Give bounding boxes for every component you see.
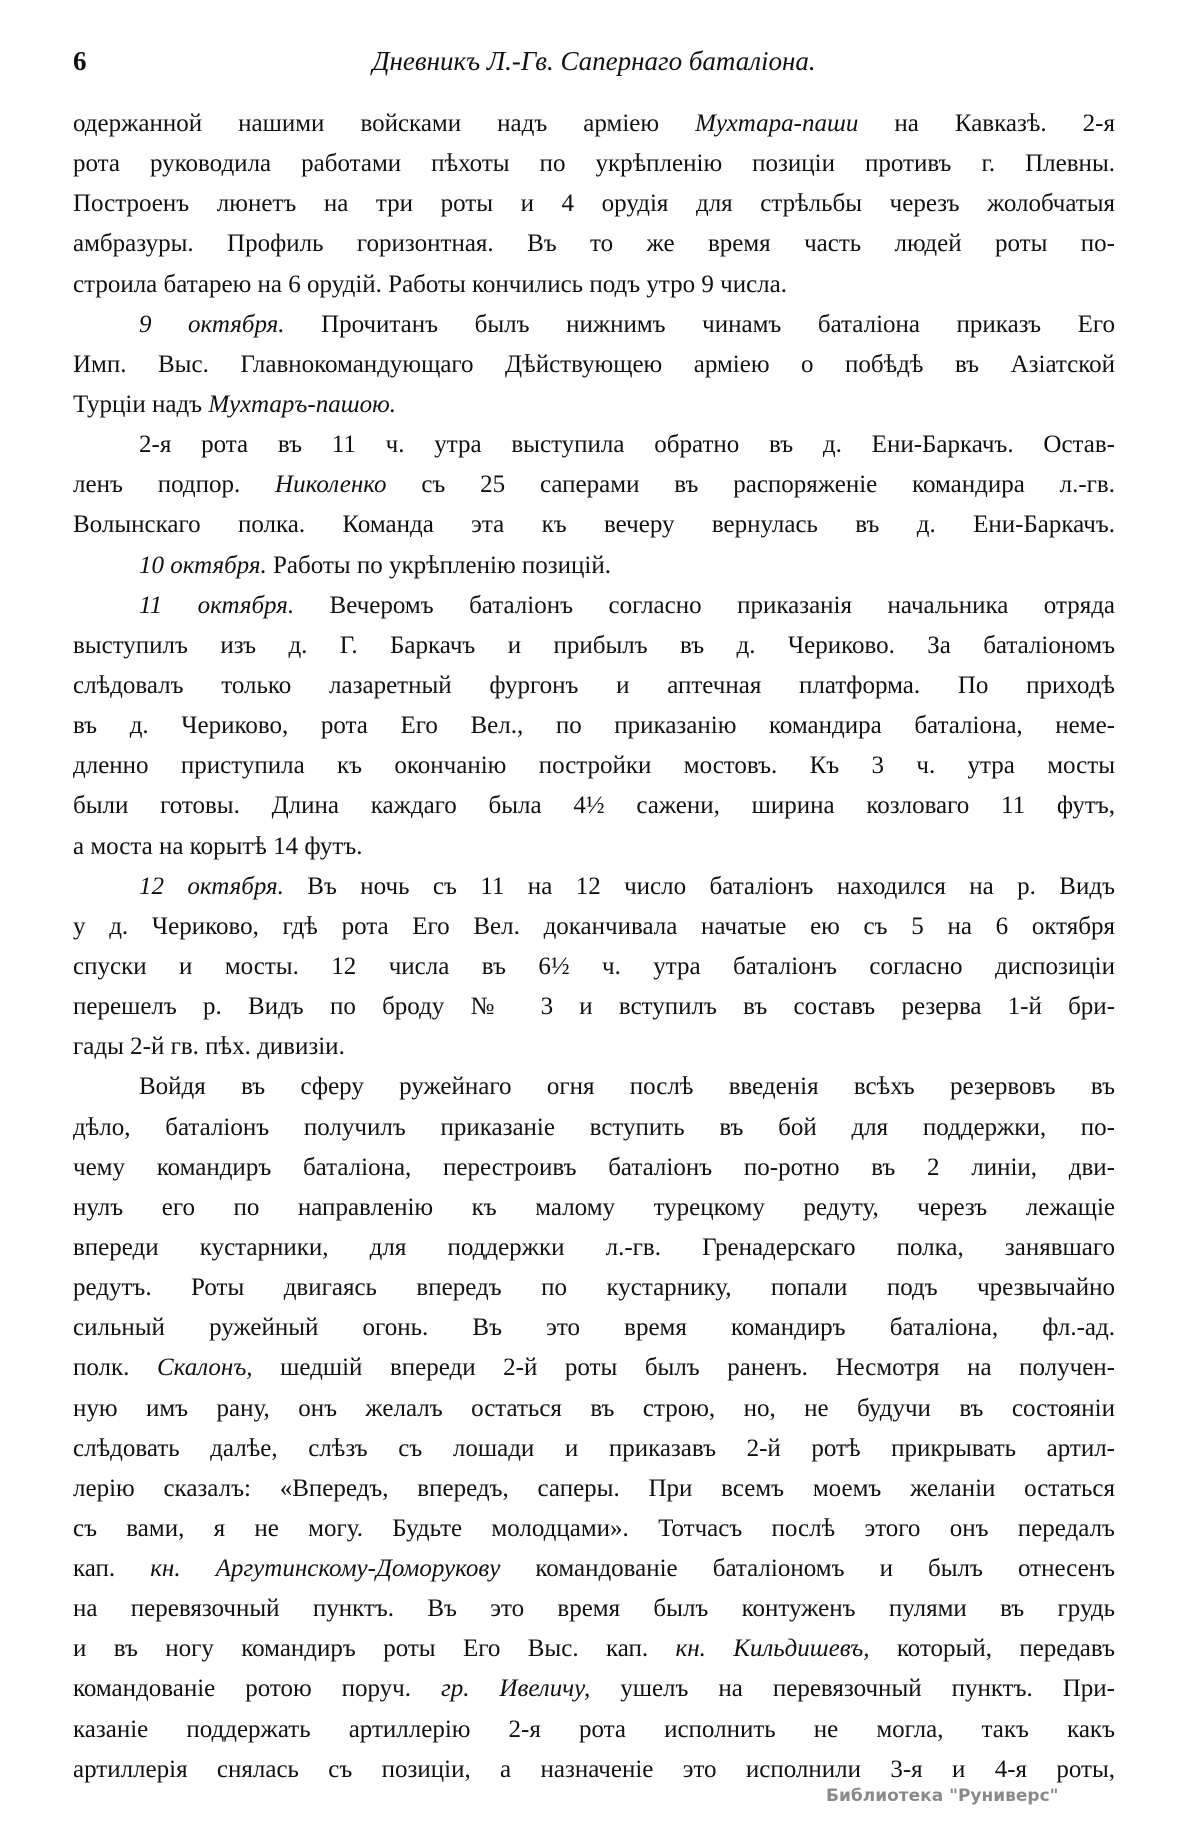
text-line — [73, 385, 1115, 425]
text-line — [73, 987, 1115, 1027]
text-segment: въ д. Чериково, рота Его Вел., по приказанію командира баталіона, неме- — [73, 712, 1115, 740]
text-line — [73, 345, 1115, 385]
text-line — [73, 907, 1115, 947]
italic-text: 9 октября. — [139, 310, 285, 338]
text-segment: 2-я рота въ 11 ч. утра выступила обратно въ д. Ени-Баркачъ. Остав- — [139, 431, 1115, 459]
text-line — [73, 586, 1115, 626]
text-line — [73, 104, 1115, 144]
text-line — [73, 1429, 1115, 1469]
running-title: Дневникъ Л.-Гв. Сапернаго баталіона. — [372, 46, 816, 76]
text-line — [73, 1469, 1115, 1509]
text-segment: строила батарею на 6 орудій. Работы кончились подъ утро 9 числа. — [73, 270, 787, 298]
text-segment: дѣло, баталіонъ получилъ приказаніе вступить въ бой для поддержки, по- — [73, 1113, 1115, 1141]
text-segment: шедшій впереди 2-й роты былъ раненъ. Несмотря на получен- — [252, 1354, 1115, 1382]
text-segment: съ вами, я не могу. Будьте молодцами». Тотчасъ послѣ этого онъ передалъ — [73, 1514, 1115, 1542]
italic-text: 10 октября. — [139, 551, 267, 579]
text-line — [73, 184, 1115, 224]
text-line — [73, 1027, 1115, 1067]
text-line — [73, 626, 1115, 666]
text-segment: полк. — [73, 1354, 157, 1382]
text-line — [73, 505, 1115, 545]
italic-text: гр. Ивеличу, — [440, 1675, 591, 1703]
page-number: 6 — [73, 46, 87, 76]
text-line — [73, 947, 1115, 987]
text-segment: артиллерія снялась съ позиціи, а назначеніе это исполнили 3-я и 4-я роты, — [73, 1755, 1115, 1783]
body-text — [73, 104, 1115, 1790]
text-segment: который, передавъ — [869, 1635, 1115, 1663]
text-segment: Турціи надъ — [73, 390, 209, 418]
text-segment: рота руководила работами пѣхоты по укрѣпленію позиціи противъ г. Плевны. — [73, 150, 1115, 178]
italic-text: Мухтаръ-пашою. — [208, 390, 396, 418]
text-line — [73, 1710, 1115, 1750]
text-segment: на Кавказѣ. 2-я — [858, 110, 1115, 137]
italic-text: кн. Аргутинскому-Доморукову — [150, 1555, 501, 1583]
text-segment: а моста на корытѣ 14 футъ. — [73, 832, 363, 860]
page-header — [73, 46, 1115, 86]
text-segment: слѣдовалъ только лазаретный фургонъ и аптечная платформа. По приходѣ — [73, 671, 1115, 699]
text-line — [73, 1589, 1115, 1629]
text-line — [73, 224, 1115, 264]
text-line — [73, 1148, 1115, 1188]
text-line — [73, 265, 1115, 305]
text-segment: Прочитанъ былъ нижнимъ чинамъ баталіона приказъ Его — [284, 310, 1115, 338]
italic-text: 12 октября. — [139, 872, 284, 900]
text-line — [73, 1108, 1115, 1148]
text-line — [73, 425, 1115, 465]
text-segment: редутъ. Роты двигаясь впередъ по кустарнику, попали подъ чрезвычайно — [73, 1274, 1115, 1302]
text-segment: амбразуры. Профиль горизонтная. Въ то же время часть людей роты по- — [73, 230, 1115, 258]
text-line — [73, 706, 1115, 746]
text-line — [73, 144, 1115, 184]
text-segment: Вечеромъ баталіонъ согласно приказанія начальника отряда — [294, 591, 1115, 619]
text-segment: выступилъ изъ д. Г. Баркачъ и прибылъ въ д. Чериково. За баталіономъ — [73, 631, 1115, 659]
text-segment: перешелъ р. Видъ по броду № 3 и вступилъ въ составъ резерва 1-й бри- — [73, 993, 1115, 1021]
text-line — [73, 1629, 1115, 1669]
text-segment: сильный ружейный огонь. Въ это время командиръ баталіона, фл.-ад. — [73, 1314, 1115, 1342]
text-segment: лерію сказалъ: «Впередъ, впередъ, саперы. При всемъ моемъ желаніи остаться — [73, 1474, 1115, 1502]
text-line — [73, 1509, 1115, 1549]
text-segment: и въ ногу командиръ роты Его Выс. кап. — [73, 1635, 676, 1663]
text-line — [73, 1348, 1115, 1388]
text-segment: на перевязочный пунктъ. Въ это время былъ контуженъ пулями въ грудь — [73, 1595, 1115, 1623]
text-segment: Волынскаго полка. Команда эта къ вечеру вернулась въ д. Ени-Баркачъ. — [73, 511, 1115, 539]
italic-text: 11 октября. — [139, 591, 295, 619]
italic-text: Мухтара-паши — [695, 110, 859, 137]
text-line — [73, 1188, 1115, 1228]
text-line — [73, 867, 1115, 907]
text-line — [73, 827, 1115, 867]
text-line — [73, 1228, 1115, 1268]
text-line — [73, 305, 1115, 345]
text-segment: у д. Чериково, гдѣ рота Его Вел. доканчивала начатые ею съ 5 на 6 октября — [73, 912, 1115, 940]
text-segment: кап. — [73, 1555, 151, 1583]
text-line — [73, 465, 1115, 505]
text-line — [73, 1067, 1115, 1107]
text-segment: казаніе поддержать артиллерію 2-я рота исполнить не могла, такъ какъ — [73, 1715, 1115, 1743]
text-segment: съ 25 саперами въ распоряженіе командира л.-гв. — [386, 471, 1115, 499]
italic-text: Николенко — [275, 471, 387, 499]
text-segment: Работы по укрѣпленію позицій. — [266, 551, 611, 579]
text-segment: гады 2-й гв. пѣх. дивизіи. — [73, 1033, 345, 1061]
text-segment: были готовы. Длина каждаго была 4½ сажени, ширина козловаго 11 футъ, — [73, 792, 1115, 820]
text-segment: впереди кустарники, для поддержки л.-гв. Гренадерскаго полка, занявшаго — [73, 1233, 1115, 1261]
text-line — [73, 1549, 1115, 1589]
text-segment: дленно приступила къ окончанію постройки мостовъ. Къ 3 ч. утра мосты — [73, 752, 1115, 780]
text-line — [73, 1669, 1115, 1709]
text-line — [73, 546, 1115, 586]
text-segment: ушелъ на перевязочный пунктъ. При- — [590, 1675, 1115, 1703]
text-line — [73, 666, 1115, 706]
text-segment: Войдя въ сферу ружейнаго огня послѣ введенія всѣхъ резервовъ въ — [139, 1073, 1115, 1101]
text-segment: спуски и мосты. 12 числа въ 6½ ч. утра баталіонъ согласно диспозиціи — [73, 952, 1115, 980]
text-segment: ную имъ рану, онъ желалъ остаться въ строю, но, не будучи въ состояніи — [73, 1394, 1115, 1422]
library-watermark: Библиотека "Руниверс" — [826, 1786, 1059, 1806]
text-line — [73, 1268, 1115, 1308]
text-line — [73, 1308, 1115, 1348]
text-segment: ленъ подпор. — [73, 471, 276, 499]
text-segment: Построенъ люнетъ на три роты и 4 орудія для стрѣльбы черезъ жолобчатыя — [73, 190, 1115, 218]
text-line — [73, 1750, 1115, 1790]
text-segment: Въ ночь съ 11 на 12 число баталіонъ находился на р. Видъ — [283, 872, 1115, 900]
text-line — [73, 746, 1115, 786]
italic-text: Скалонъ, — [156, 1354, 253, 1382]
text-line — [73, 1389, 1115, 1429]
text-segment: чему командиръ баталіона, перестроивъ баталіонъ по-ротно въ 2 линіи, дви- — [73, 1153, 1115, 1181]
text-segment: нулъ его по направленію къ малому турецкому редуту, черезъ лежащіе — [73, 1193, 1115, 1221]
text-segment: слѣдовать далѣе, слѣзъ съ лошади и приказавъ 2-й ротѣ прикрывать артил- — [73, 1434, 1115, 1462]
text-segment: командованіе баталіономъ и былъ отнесенъ — [500, 1555, 1115, 1583]
text-segment: Имп. Выс. Главнокомандующаго Дѣйствующею арміею о побѣдѣ въ Азіатской — [73, 350, 1115, 378]
text-segment: одержанной нашими войсками надъ арміею — [73, 110, 696, 137]
italic-text: кн. Кильдишевъ, — [675, 1635, 870, 1663]
text-segment: командованіе ротою поруч. — [73, 1675, 441, 1703]
text-line — [73, 786, 1115, 826]
